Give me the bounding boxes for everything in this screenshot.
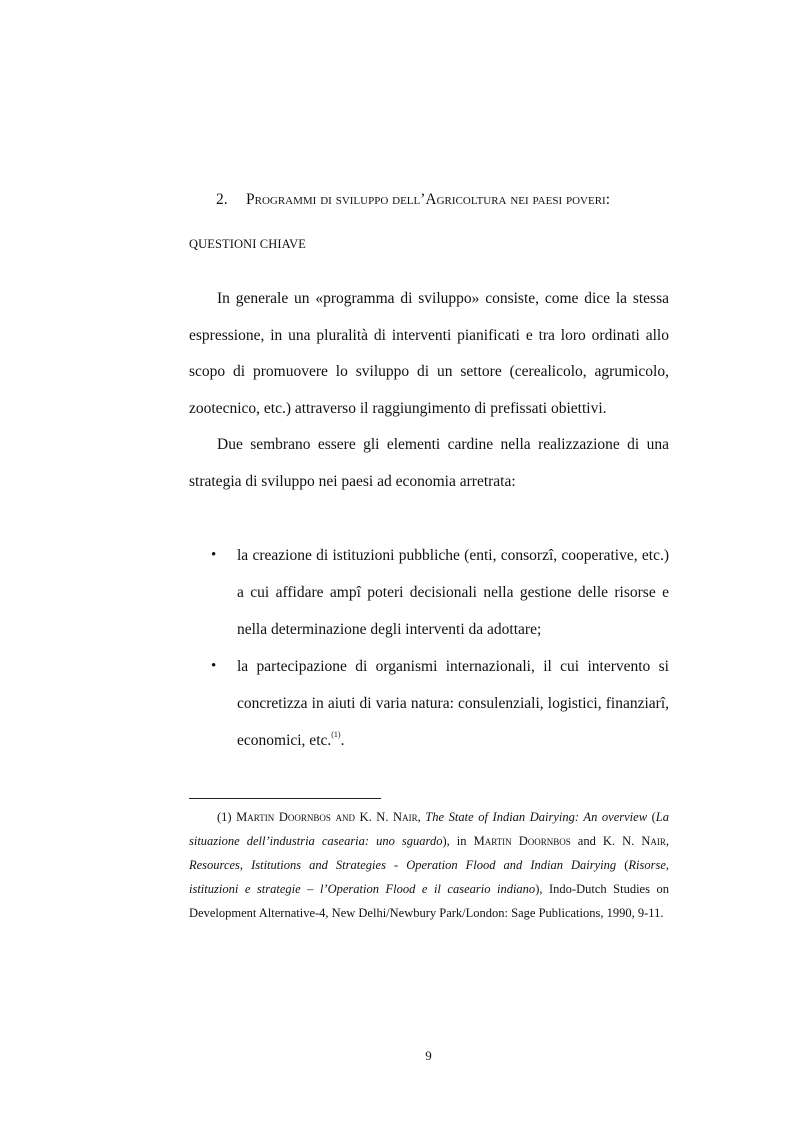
footnote-sep: and (570, 834, 603, 848)
list-item (189, 648, 669, 759)
footnote-author2: Martin Doornbos (473, 834, 571, 848)
footnote-title2-it: Risorse, istituzioni e strategie – l’Operation Flood e il caseario indiano (189, 858, 669, 896)
list-item-text: la partecipazione di organismi internazionali, il cui intervento si concretizza in aiuti di varia natura: consulenziali, logistici, finanziarî, economici, etc. (237, 658, 669, 749)
footnote (189, 805, 669, 925)
section-number: 2. (216, 191, 228, 208)
footnote-title2: Resources, Istitutions and Strategies - Operation Flood and Indian Dairying (189, 858, 617, 872)
list-item-text: la creazione di istituzioni pubbliche (enti, consorzî, cooperative, etc.) a cui affidare ampî poteri decisionali nella gestione delle risorse e nella determinazione degli interventi da adottare; (237, 547, 669, 638)
footnote-reference[interactable]: (1) (331, 730, 341, 739)
section-heading-line2: QUESTIONI CHIAVE (189, 237, 306, 251)
footnote-sep: ( (647, 810, 656, 824)
paragraph-2: Due sembrano essere gli elementi cardine nella realizzazione di una strategia di sviluppo nei paesi ad economia arretrata: (189, 436, 669, 490)
list-item-end: . (340, 732, 345, 749)
paragraph-1: In generale un «programma di sviluppo» consiste, come dice la stessa espressione, in una pluralità di interventi pianificati e tra loro ordinati allo scopo di promuovere lo sviluppo di un settore (cerealicolo, agrumicolo, zootecnico, etc.) attraverso il raggiungimento di prefissati obiettivi. (189, 290, 669, 417)
footnote-sep: , (665, 834, 669, 848)
list-item (189, 537, 669, 648)
footnote-marker: (1) (217, 810, 232, 824)
footnote-sep: ( (616, 858, 629, 872)
section-heading-line1 (189, 178, 669, 222)
footnote-title1: The State of Indian Dairying: An overview (425, 810, 648, 824)
bullet-icon: • (211, 547, 217, 563)
footnote-author1: Martin Doornbos and K. N. Nair (236, 810, 418, 824)
footnote-sep: ), in (442, 834, 474, 848)
section-title: Programmi di sviluppo dell’Agricoltura nei paesi poveri: (246, 191, 611, 208)
section-heading (189, 178, 669, 266)
footnote-author3: K. N. Nair (602, 834, 666, 848)
bullet-list (189, 537, 669, 759)
bullet-icon: • (211, 658, 217, 674)
footnote-divider (189, 798, 381, 799)
footnote-title1-it: La situazione dell’industria casearia: uno sguardo (189, 810, 669, 848)
footnote-sep: , (417, 810, 426, 824)
footnote-tail: ), Indo-Dutch Studies on Development Alternative-4, New Delhi/Newbury Park/London: Sage Publications, 1990, 9-11. (189, 882, 669, 920)
page-number: 9 (425, 1048, 432, 1063)
